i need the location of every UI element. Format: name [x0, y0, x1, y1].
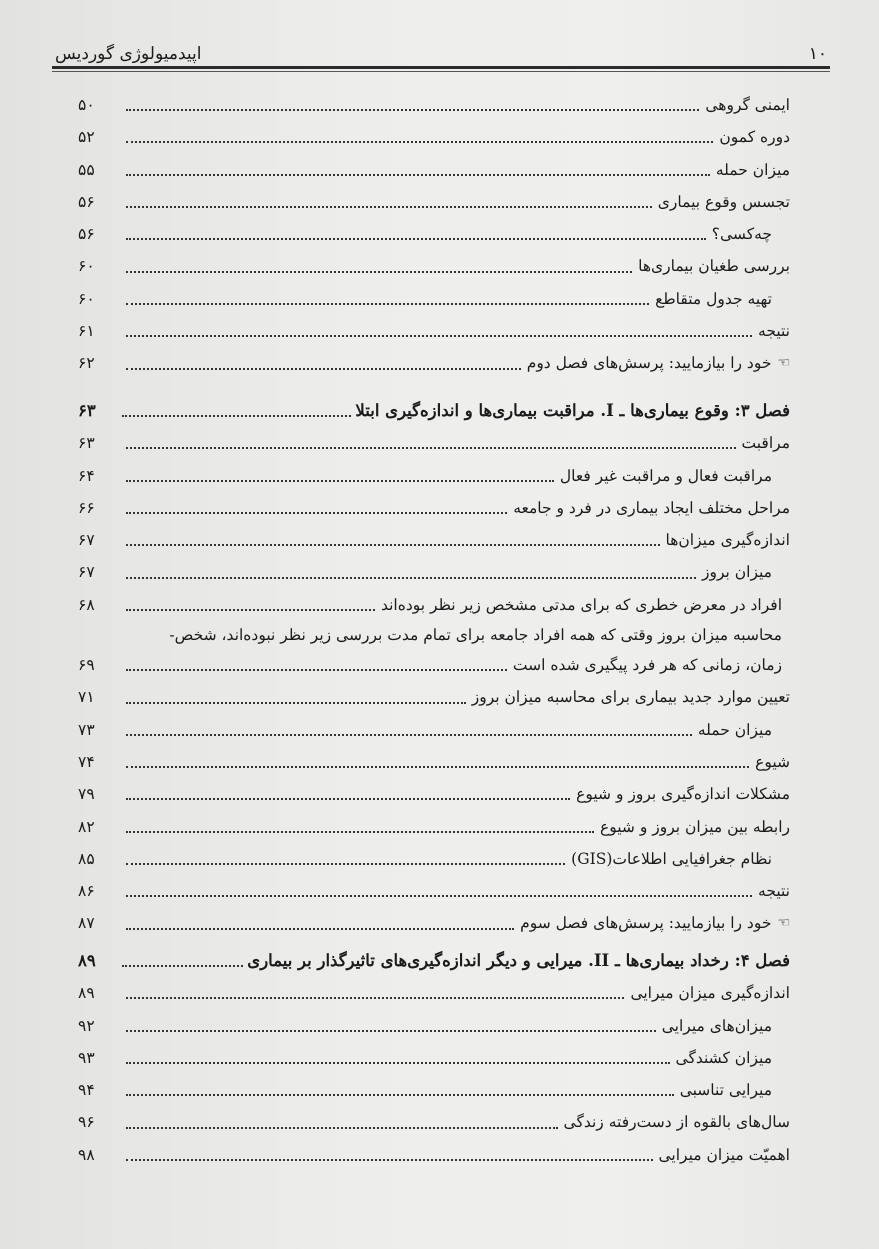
toc-entry[interactable] — [78, 875, 790, 907]
toc-entry-label: رابطه بین میزان بروز و شیوع — [599, 817, 790, 836]
toc-entry-page: ۶۸ — [78, 595, 95, 614]
toc-entry-page: ۶۹ — [78, 656, 95, 675]
page-number: ۱۰ — [808, 44, 827, 64]
dot-leader — [122, 965, 243, 967]
toc-entry-label: تهیه جدول متقاطع — [655, 289, 772, 308]
toc-entry[interactable] — [78, 977, 790, 1009]
toc-entry[interactable] — [78, 89, 790, 121]
toc-entry[interactable] — [78, 460, 790, 492]
toc-entry[interactable] — [78, 492, 790, 524]
dot-leader — [126, 238, 706, 240]
toc-entry-label: مراقبت فعال و مراقبت غیر فعال — [559, 466, 772, 485]
toc-entry[interactable] — [78, 154, 790, 186]
toc-entry[interactable] — [78, 778, 790, 810]
toc-entry-page: ۷۹ — [78, 785, 95, 804]
dot-leader — [126, 1094, 674, 1096]
dot-leader — [126, 512, 507, 514]
dot-leader — [126, 544, 660, 546]
dot-leader — [126, 141, 713, 143]
dot-leader — [126, 831, 594, 833]
toc-entry[interactable] — [78, 218, 790, 250]
dot-leader — [126, 766, 749, 768]
chapter-page: ۶۳ — [78, 401, 96, 420]
dot-leader — [126, 577, 696, 579]
running-head — [55, 38, 827, 64]
toc-entry-label: خود را بیازمایید: پرسش‌های فصل دوم — [526, 354, 772, 373]
toc-entry-label: اهمیّت میزان میرایی — [658, 1145, 790, 1164]
toc-entry[interactable] — [78, 427, 790, 459]
toc-entry-page: ۶۷ — [78, 531, 95, 550]
toc-entry[interactable] — [78, 250, 790, 282]
toc-entry-page: ۹۳ — [78, 1048, 95, 1067]
toc-entry[interactable] — [78, 347, 790, 379]
dot-leader — [122, 415, 351, 417]
toc-entry-label: میزان بروز — [702, 563, 772, 582]
toc-entry[interactable] — [78, 186, 790, 218]
toc-entry-page: ۹۲ — [78, 1016, 95, 1035]
toc-section-chapter3 — [78, 395, 790, 940]
dot-leader — [126, 609, 375, 611]
toc-section-chapter4 — [78, 945, 790, 1171]
dot-leader — [126, 1159, 653, 1161]
toc-entry-label: بررسی طغیان بیماری‌ها — [638, 257, 790, 276]
toc-entry[interactable] — [78, 1139, 790, 1171]
toc-entry-label: نتیجه — [758, 882, 790, 901]
toc-entry-label: میرایی تناسبی — [679, 1081, 772, 1100]
chapter-title: فصل ۴: رخداد بیماری‌ها ـ II. میرایی و دیگر اندازه‌گیری‌های تاثیرگذار بر بیماری — [247, 951, 790, 970]
book-title: اپیدمیولوژی گوردیس — [55, 44, 202, 64]
toc-entry[interactable] — [78, 843, 790, 875]
toc-entry-page: ۶۰ — [78, 289, 95, 308]
dot-leader — [126, 109, 699, 111]
toc-entry-label: تجسس وقوع بیماری — [657, 192, 790, 211]
dot-leader — [126, 303, 649, 305]
pointing-hand-icon: ☜ — [777, 915, 790, 932]
toc-entry-page: ۶۴ — [78, 466, 95, 485]
toc-entry-page: ۸۲ — [78, 817, 95, 836]
toc-entry-label: نتیجه — [758, 322, 790, 341]
dot-leader — [126, 447, 736, 449]
toc-entry[interactable] — [78, 1074, 790, 1106]
toc-entry-label: مراحل مختلف ایجاد بیماری در فرد و جامعه — [513, 498, 790, 517]
toc-entry[interactable] — [78, 811, 790, 843]
toc-entry-page: ۹۶ — [78, 1113, 95, 1132]
toc-entry-page: ۸۵ — [78, 849, 95, 868]
toc-entry[interactable] — [78, 283, 790, 315]
toc-entry-page: ۸۷ — [78, 914, 95, 933]
toc-entry[interactable] — [78, 589, 790, 621]
toc-entry[interactable] — [78, 714, 790, 746]
toc-entry-page: ۷۱ — [78, 688, 95, 707]
toc-entry-label: سال‌های بالقوه از دست‌رفته زندگی — [563, 1113, 790, 1132]
toc-entry[interactable] — [78, 121, 790, 153]
toc-entry-page: ۷۳ — [78, 720, 95, 739]
toc-entry-page: ۵۶ — [78, 225, 95, 244]
toc-entry-page: ۶۷ — [78, 563, 95, 582]
header-rule — [52, 66, 830, 69]
dot-leader — [126, 174, 710, 176]
dot-leader — [126, 702, 466, 704]
toc-entry-label: محاسبه میزان بروز وقتی که همه افراد جامعه برای تمام مدت بررسی زیر نظر نبوده‌اند، شخص- — [169, 626, 782, 645]
dot-leader — [126, 734, 692, 736]
dot-leader — [126, 368, 521, 370]
toc-entry-label: زمان، زمانی که هر فرد پیگیری شده است — [512, 656, 782, 675]
toc-entry[interactable] — [78, 907, 790, 939]
toc-entry-label: نظام جغرافیایی اطلاعات(GIS) — [571, 849, 772, 868]
toc-entry[interactable] — [78, 556, 790, 588]
toc-entry-label: میزان‌های میرایی — [661, 1016, 772, 1035]
dot-leader — [126, 335, 752, 337]
toc-entry-label: میزان حمله — [715, 160, 790, 179]
toc-entry[interactable] — [78, 524, 790, 556]
toc-entry-page: ۶۰ — [78, 257, 95, 276]
toc-entry[interactable] — [78, 1010, 790, 1042]
toc-entry-label: اندازه‌گیری میزان میرایی — [630, 984, 790, 1003]
dot-leader — [126, 895, 752, 897]
toc-entry-page: ۶۶ — [78, 498, 95, 517]
toc-entry[interactable] — [78, 746, 790, 778]
toc-entry-label: مشکلات اندازه‌گیری بروز و شیوع — [576, 785, 790, 804]
dot-leader — [126, 1062, 670, 1064]
toc-entry[interactable] — [78, 1106, 790, 1138]
toc-entry-page: ۵۶ — [78, 192, 95, 211]
toc-entry-page: ۶۳ — [78, 434, 95, 453]
chapter-page: ۸۹ — [78, 951, 96, 970]
dot-leader — [126, 669, 507, 671]
toc-entry[interactable] — [78, 649, 790, 681]
toc-entry-label: ایمنی گروهی — [705, 96, 790, 114]
toc-entry-label: خود را بیازمایید: پرسش‌های فصل سوم — [520, 914, 772, 933]
toc-entry-page: ۸۹ — [78, 984, 95, 1003]
toc-entry-label: اندازه‌گیری میزان‌ها — [665, 531, 790, 550]
chapter-3-heading[interactable] — [78, 395, 790, 427]
toc-entry[interactable] — [78, 1042, 790, 1074]
dot-leader — [126, 480, 554, 482]
toc-entry-page: ۵۲ — [78, 128, 95, 147]
toc-entry-label: میزان کشندگی — [675, 1048, 772, 1067]
toc-entry-page: ۹۴ — [78, 1081, 95, 1100]
chapter-4-heading[interactable] — [78, 945, 790, 977]
header-rule-thin — [52, 71, 830, 72]
dot-leader — [126, 928, 514, 930]
toc-entry[interactable] — [78, 621, 790, 649]
toc-section-chapter2-end — [78, 89, 790, 380]
toc-entry-page: ۵۵ — [78, 160, 95, 179]
toc-entry-page: ۸۶ — [78, 882, 95, 901]
toc-entry-label: چه‌کسی؟ — [711, 225, 772, 244]
dot-leader — [126, 863, 565, 865]
toc-entry-page: ۹۸ — [78, 1145, 95, 1164]
dot-leader — [126, 1127, 558, 1129]
toc-entry-page: ۵۰ — [78, 96, 95, 114]
toc-entry[interactable] — [78, 315, 790, 347]
dot-leader — [126, 271, 632, 273]
toc-entry-label: مراقبت — [741, 434, 790, 453]
chapter-title: فصل ۳: وقوع بیماری‌ها ـ I. مراقبت بیماری‌ها و اندازه‌گیری ابتلا — [355, 401, 790, 420]
dot-leader — [126, 1030, 656, 1032]
dot-leader — [126, 798, 570, 800]
toc-entry-label: میزان حمله — [697, 720, 772, 739]
toc-entry[interactable] — [78, 681, 790, 713]
toc-entry-label: تعیین موارد جدید بیماری برای محاسبه میزان بروز — [471, 688, 790, 707]
toc-entry-label: افراد در معرض خطری که برای مدتی مشخص زیر نظر بوده‌اند — [380, 595, 782, 614]
pointing-hand-icon: ☜ — [777, 355, 790, 372]
toc-entry-page: ۷۴ — [78, 752, 95, 771]
toc-entry-page: ۶۲ — [78, 354, 95, 373]
toc-entry-page: ۶۱ — [78, 322, 95, 341]
toc-entry-label: دوره کمون — [719, 128, 790, 147]
toc-entry-label: شیوع — [755, 752, 790, 771]
dot-leader — [126, 997, 624, 999]
dot-leader — [126, 206, 652, 208]
